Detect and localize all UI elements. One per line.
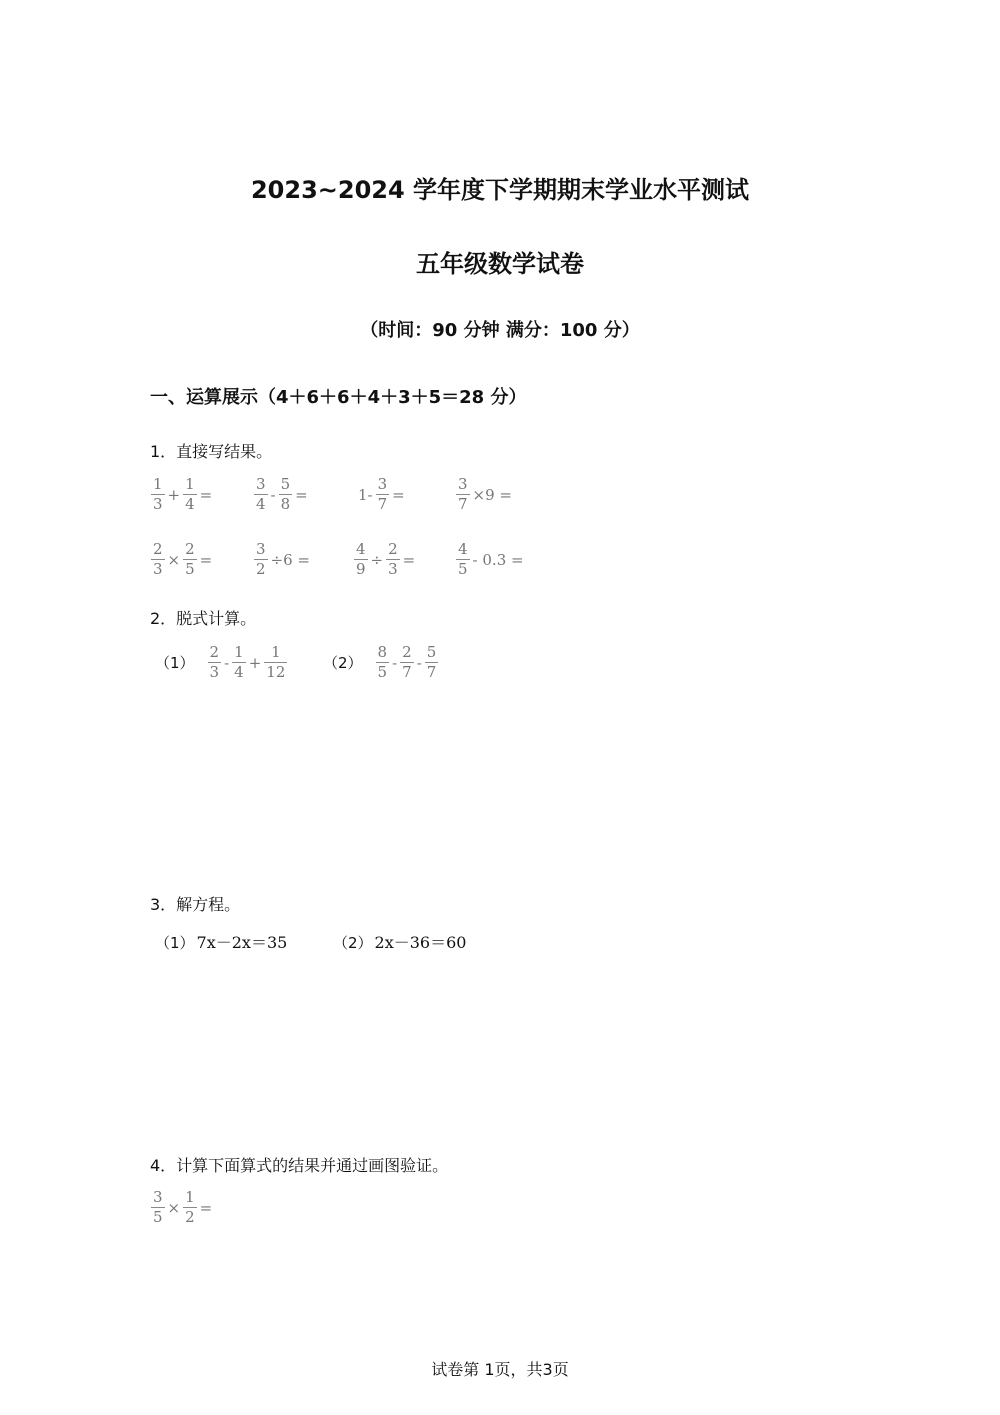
question-4-label: 4．计算下面算式的结果并通过画图验证。 [150, 1156, 449, 1175]
fraction: $\frac{3}{7}$ [458, 475, 468, 513]
fraction: $\frac{2}{5}$ [185, 540, 195, 578]
question-3-label: 3．解方程。 [150, 895, 241, 914]
fraction: $\frac{3}{5}$ [153, 1188, 163, 1226]
q2-expr-1: （1） $\frac{2}{3}$ - $\frac{1}{4}$ + $\frac{1}{12}$ [155, 643, 286, 681]
q3-equation-2: （2） 2x－36＝60 [333, 933, 467, 952]
fraction: $\frac{2}{3}$ [209, 643, 220, 681]
page-footer: 试卷第 1页，共3页 [431, 1360, 569, 1379]
expr-2-4: $\frac{4}{5}$ - 0.3 = [458, 540, 524, 578]
fraction: $\frac{5}{7}$ [426, 643, 437, 681]
exam-subtitle: 五年级数学试卷 [416, 250, 584, 278]
q4-expression: $\frac{3}{5}$ × $\frac{1}{2}$ = [153, 1188, 213, 1226]
fraction: $\frac{3}{7}$ [377, 475, 388, 513]
q2-expr-2: （2） $\frac{8}{5}$ - $\frac{2}{7}$ - $\frac{5}{7}$ [323, 643, 437, 681]
fraction: $\frac{2}{7}$ [402, 643, 412, 681]
expr-2-1: $\frac{2}{3}$ × $\frac{2}{5}$ = [153, 540, 213, 578]
fraction: $\frac{4}{5}$ [458, 540, 468, 578]
time-info: （时间：90 分钟 满分：100 分） [360, 320, 640, 341]
fraction: $\frac{2}{3}$ [388, 540, 398, 578]
fraction: $\frac{1}{2}$ [185, 1188, 195, 1226]
section-heading: 一、运算展示（4＋6＋6＋4＋3＋5＝28 分） [150, 387, 527, 408]
question-1-label: 1．直接写结果。 [150, 442, 273, 461]
expr-1-4: $\frac{3}{7}$ ×9 = [458, 475, 512, 513]
expr-1-2: $\frac{3}{4}$ - $\frac{5}{8}$ = [256, 475, 308, 513]
fraction: $\frac{1}{12}$ [266, 643, 286, 681]
expr-1-1: $\frac{1}{3}$ + $\frac{1}{4}$ = [153, 475, 213, 513]
q3-equation-1: （1） 7x－2x＝35 [155, 933, 288, 952]
expr-1-3: 1- $\frac{3}{7}$ = [358, 475, 405, 513]
fraction: $\frac{3}{2}$ [256, 540, 266, 578]
fraction: $\frac{2}{3}$ [153, 540, 163, 578]
fraction: $\frac{1}{4}$ [234, 643, 244, 681]
expr-2-2: $\frac{3}{2}$ ÷6 = [256, 540, 310, 578]
question-2-label: 2．脱式计算。 [150, 609, 257, 628]
fraction: $\frac{4}{9}$ [356, 540, 366, 578]
fraction: $\frac{1}{4}$ [185, 475, 195, 513]
fraction: $\frac{3}{4}$ [256, 475, 266, 513]
fraction: $\frac{1}{3}$ [153, 475, 163, 513]
fraction: $\frac{5}{8}$ [280, 475, 291, 513]
exam-title: 2023~2024 学年度下学期期末学业水平测试 [250, 176, 750, 204]
fraction: $\frac{8}{5}$ [377, 643, 388, 681]
expr-2-3: $\frac{4}{9}$ ÷ $\frac{2}{3}$ = [356, 540, 416, 578]
